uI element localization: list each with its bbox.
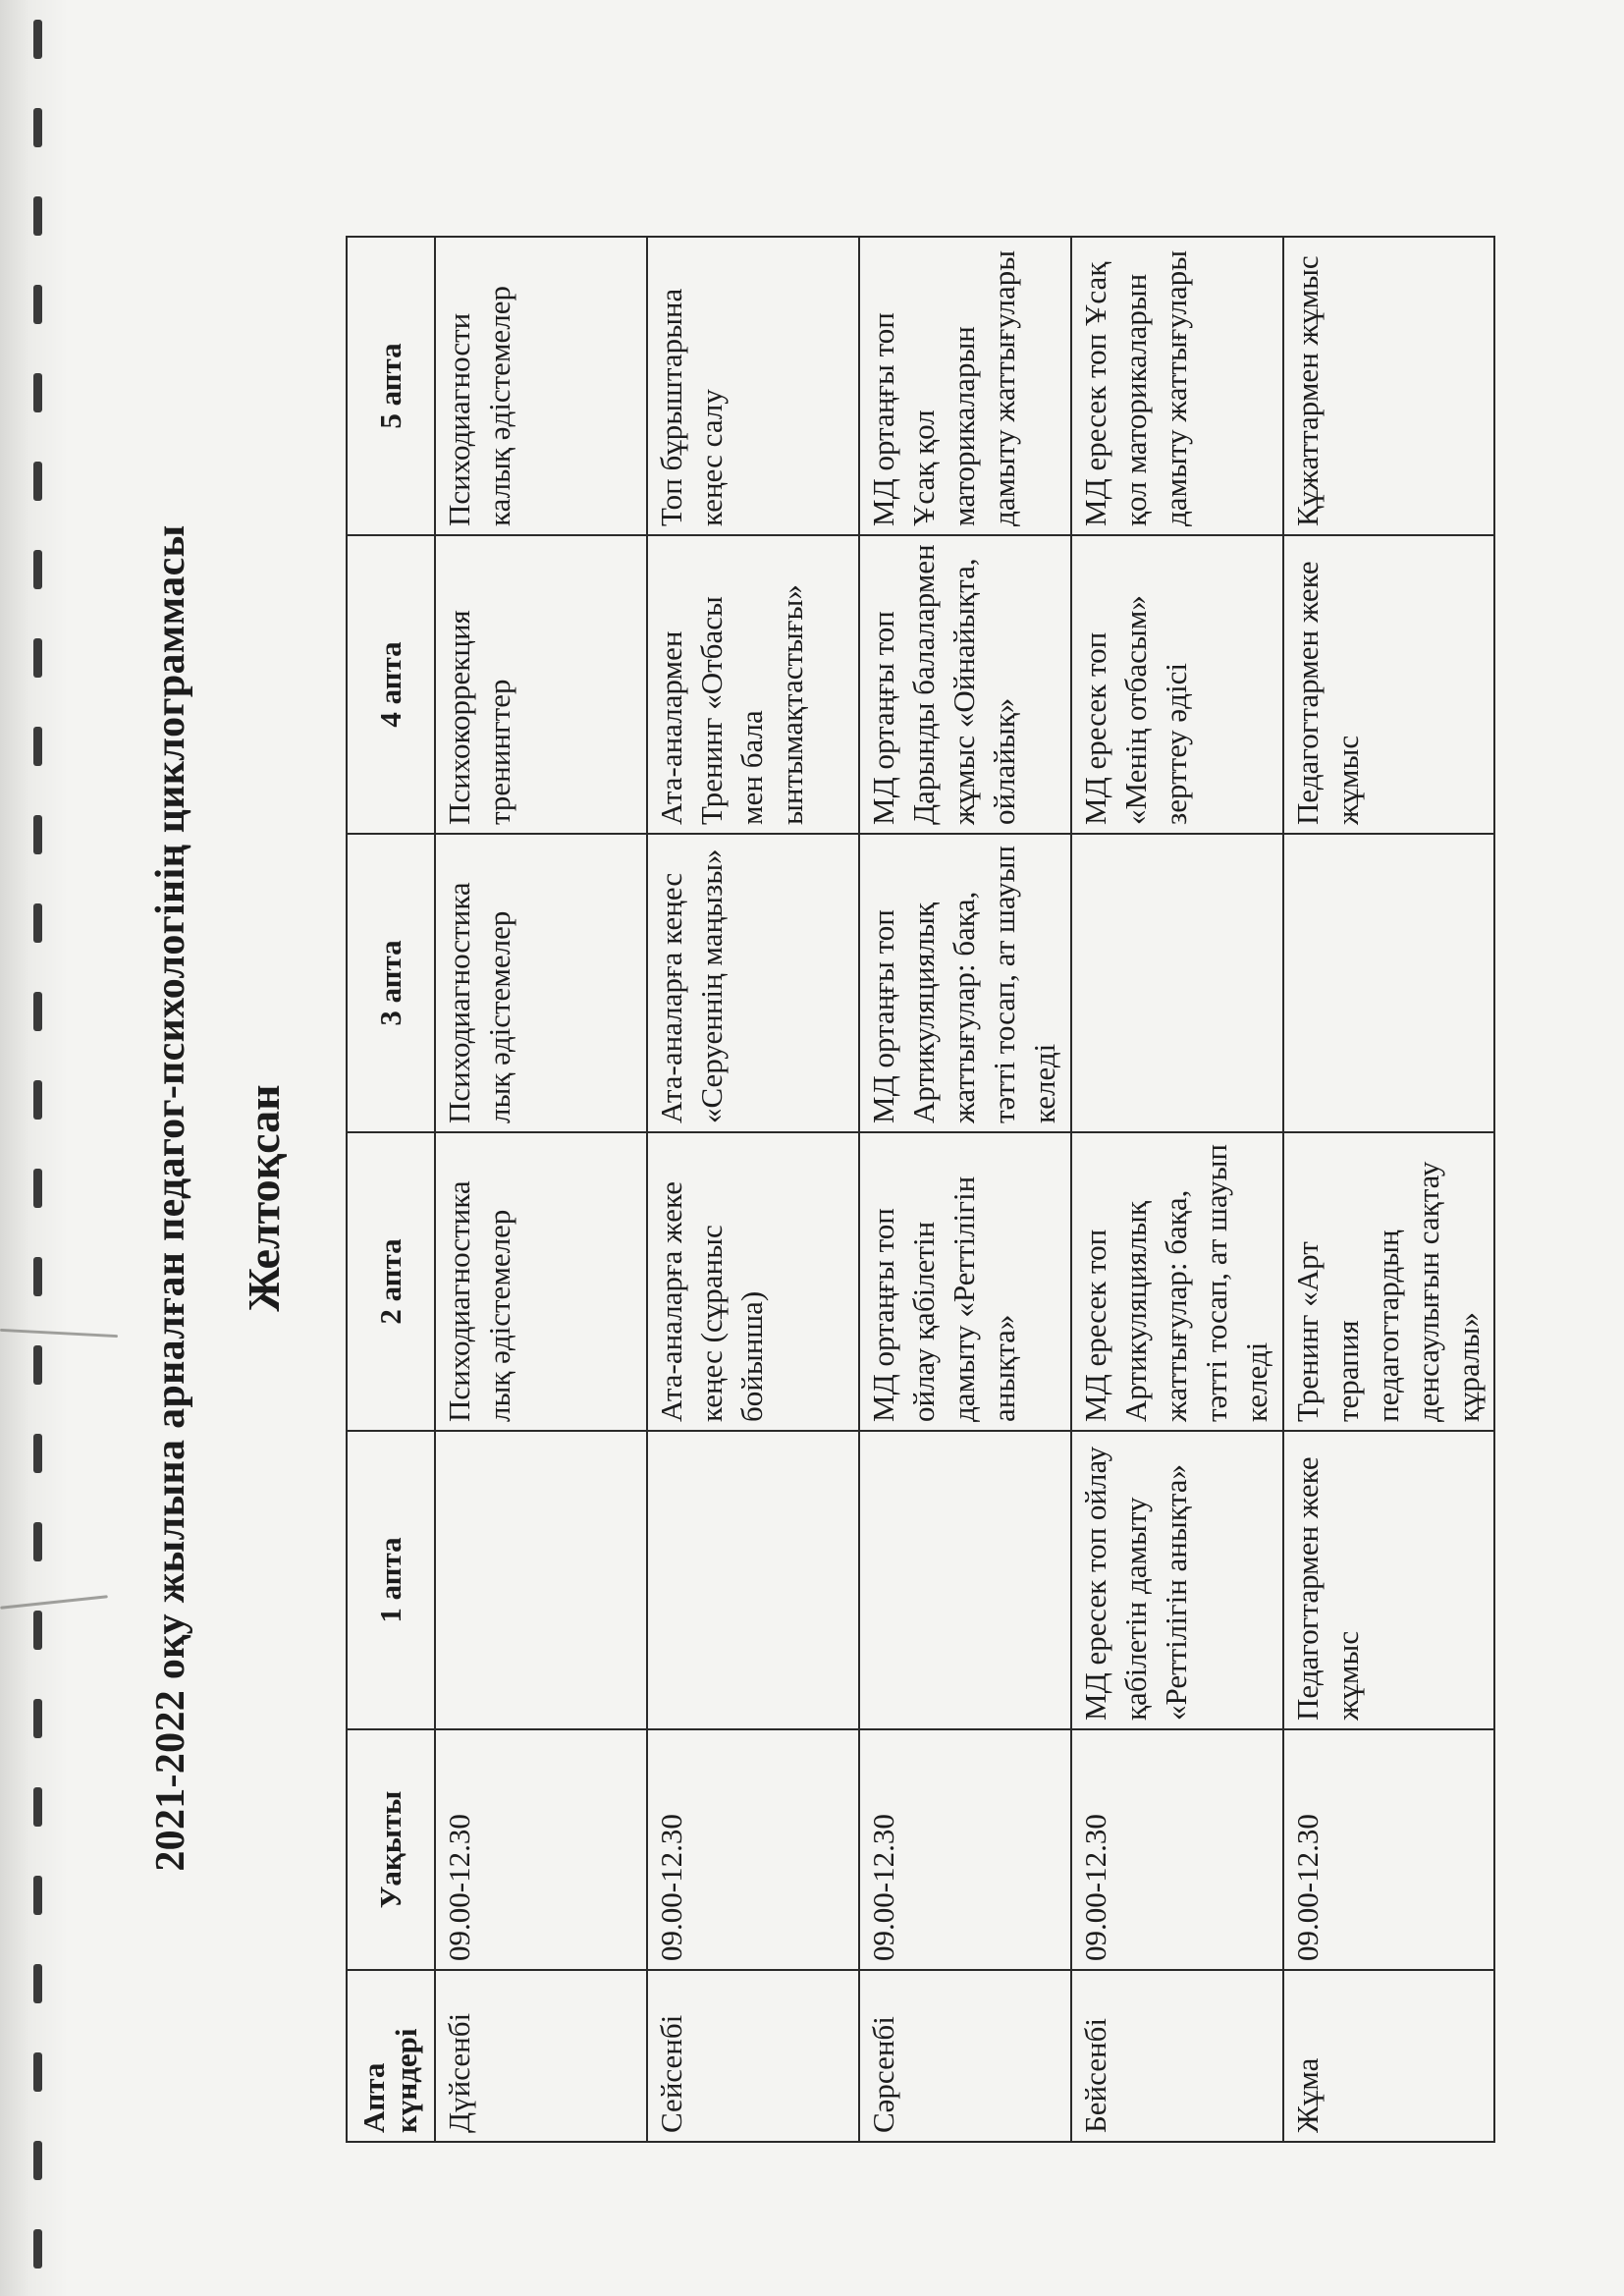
binding-hole xyxy=(33,903,42,943)
day-cell: Бейсенбі xyxy=(1071,1970,1283,2142)
binding-hole xyxy=(33,1787,42,1827)
binding-hole xyxy=(33,2141,42,2180)
time-cell: 09.00-12.30 xyxy=(647,1729,859,1970)
table-row xyxy=(647,237,859,2142)
week-4-cell: МД ортаңғы топ Дарынды балалармен жұмыс «Ойнайықта, ойлайық» xyxy=(859,535,1071,834)
document-title: 2021-2022 оқу жылына арналған педагог-психологінің циклограммасы xyxy=(148,524,193,1872)
week-2-cell: Тренинг «Арт терапия педагогтардың денсаулығын сақтау құралы» xyxy=(1283,1132,1494,1431)
table-header-row xyxy=(347,237,435,2142)
week-5-cell: Топ бұрыштарына кеңес салу xyxy=(647,237,859,535)
binding-hole xyxy=(33,815,42,854)
binding-hole xyxy=(33,1169,42,1208)
binding-hole xyxy=(33,1876,42,1915)
day-cell: Сейсенбі xyxy=(647,1970,859,2142)
week-5-cell: Құжаттармен жұмыс xyxy=(1283,237,1494,535)
week-4-cell: МД ересек топ «Менің отбасым» зерттеу әдісі xyxy=(1071,535,1283,834)
time-cell: 09.00-12.30 xyxy=(859,1729,1071,1970)
week-5-cell: Психодиагности калық әдістемелер xyxy=(435,237,647,535)
binding-hole xyxy=(33,285,42,324)
week-2-cell: Психодиагностика лық әдістемелер xyxy=(435,1132,647,1431)
day-cell: Сәрсенбі xyxy=(859,1970,1071,2142)
week-5-cell: МД ортаңғы топ Ұсақ қол маторикаларын дамыту жаттығулары xyxy=(859,237,1071,535)
binding-hole xyxy=(33,1345,42,1385)
month-heading: Желтоқсан xyxy=(239,1084,289,1312)
table-row xyxy=(1071,237,1283,2142)
week-2-cell: МД ортаңғы топ ойлау қабілетін дамыту «Реттілігін анықта» xyxy=(859,1132,1071,1431)
binding-hole xyxy=(33,108,42,147)
header-week-1: 1 апта xyxy=(347,1431,435,1729)
binding-hole xyxy=(33,727,42,766)
cyclogram-table xyxy=(346,236,1495,2143)
week-1-cell xyxy=(435,1431,647,1729)
week-4-cell: Психокоррекция тренингтер xyxy=(435,535,647,834)
binding-hole xyxy=(33,462,42,501)
binding-hole xyxy=(33,1611,42,1650)
week-5-cell: МД ересек топ Ұсақ қол маторикаларын дамыту жаттығулары xyxy=(1071,237,1283,535)
week-3-cell: Психодиагностика лық әдістемелер xyxy=(435,834,647,1132)
week-1-cell xyxy=(859,1431,1071,1729)
binding-margin xyxy=(0,0,69,2296)
header-time: Уақыты xyxy=(347,1729,435,1970)
week-4-cell: Педагогтармен жеке жұмыс xyxy=(1283,535,1494,834)
binding-hole xyxy=(33,1434,42,1473)
week-3-cell xyxy=(1283,834,1494,1132)
binding-hole xyxy=(33,1522,42,1561)
binding-hole xyxy=(33,2052,42,2092)
week-2-cell: МД ересек топ Артикуляциялық жаттығулар: бақа, тәтті тосап, ат шауып келеді xyxy=(1071,1132,1283,1431)
header-week-4: 4 апта xyxy=(347,535,435,834)
week-3-cell xyxy=(1071,834,1283,1132)
header-week-days: Апта күндері xyxy=(347,1970,435,2142)
day-cell: Дүйсенбі xyxy=(435,1970,647,2142)
header-week-2: 2 апта xyxy=(347,1132,435,1431)
week-4-cell: Ата-аналармен Тренинг «Отбасы мен бала ынтымақтастығы» xyxy=(647,535,859,834)
binding-hole xyxy=(33,196,42,236)
binding-hole xyxy=(33,1257,42,1296)
time-cell: 09.00-12.30 xyxy=(435,1729,647,1970)
week-3-cell: МД ортаңғы топ Артикуляциялық жаттығулар: бақа, тәтті тосап, ат шауып келеді xyxy=(859,834,1071,1132)
header-week-3: 3 апта xyxy=(347,834,435,1132)
week-1-cell: Педагогтармен жеке жұмыс xyxy=(1283,1431,1494,1729)
week-1-cell: МД ересек топ ойлау қабілетін дамыту «Реттілігін анықта» xyxy=(1071,1431,1283,1729)
binding-hole xyxy=(33,638,42,678)
time-cell: 09.00-12.30 xyxy=(1283,1729,1494,1970)
rotated-page-content xyxy=(147,177,1486,2219)
week-3-cell: Ата-аналарға кеңес «Серуеннің маңызы» xyxy=(647,834,859,1132)
binding-hole xyxy=(33,373,42,412)
binding-hole xyxy=(33,2229,42,2269)
binding-hole xyxy=(33,1080,42,1120)
week-1-cell xyxy=(647,1431,859,1729)
binding-hole xyxy=(33,1699,42,1738)
table-row xyxy=(859,237,1071,2142)
week-2-cell: Ата-аналарға жеке кеңес (сұраныс бойынша) xyxy=(647,1132,859,1431)
table-row xyxy=(435,237,647,2142)
header-week-5: 5 апта xyxy=(347,237,435,535)
binding-hole xyxy=(33,1964,42,2003)
time-cell: 09.00-12.30 xyxy=(1071,1729,1283,1970)
table-row xyxy=(1283,237,1494,2142)
binding-hole xyxy=(33,20,42,59)
day-cell: Жұма xyxy=(1283,1970,1494,2142)
binding-hole xyxy=(33,992,42,1031)
binding-hole xyxy=(33,550,42,589)
